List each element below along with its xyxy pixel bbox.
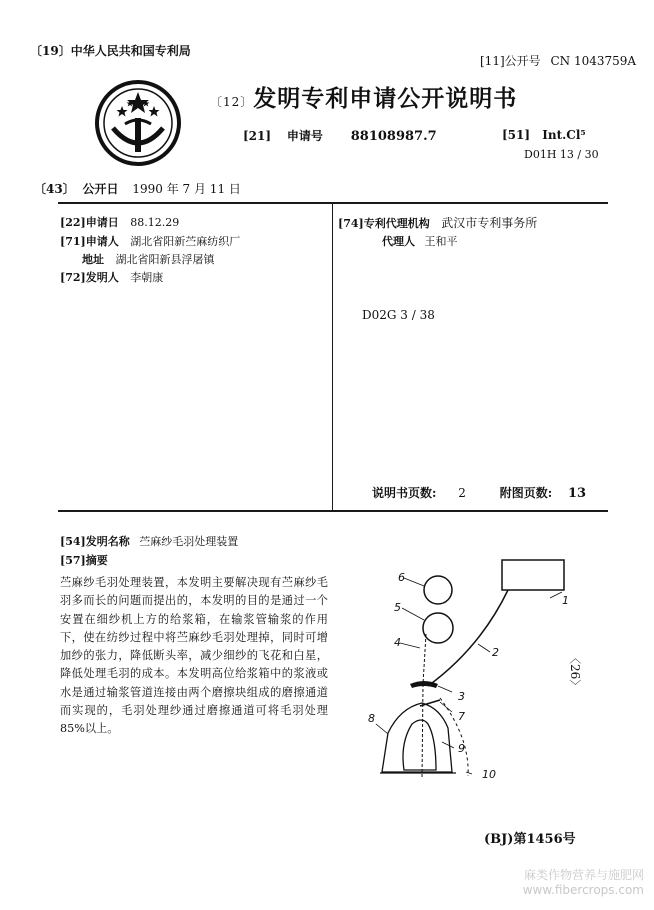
figs-value: 13 bbox=[568, 486, 587, 501]
info-value: 湖北省阳新县浮屠镇 bbox=[115, 253, 215, 266]
agent-row bbox=[382, 233, 458, 249]
figure-label-1: 1 bbox=[562, 594, 569, 607]
invention-title-row bbox=[60, 533, 238, 549]
divider-top bbox=[58, 202, 608, 204]
doc-type-title: 发明专利申请公开说明书 bbox=[253, 85, 518, 112]
agency-row bbox=[338, 214, 537, 231]
info-row-filing-date bbox=[60, 214, 179, 230]
info-code: [71] bbox=[60, 235, 86, 248]
abstract-code: [57] bbox=[60, 554, 86, 567]
publication-date-row bbox=[34, 180, 241, 197]
figs-label: 附图页数: bbox=[499, 486, 553, 500]
info-row-applicant bbox=[60, 233, 240, 249]
upper-roller bbox=[424, 576, 452, 604]
info-label: 发明人 bbox=[85, 271, 119, 284]
abstract-heading bbox=[60, 552, 108, 568]
pub-date-code: 〔43〕 bbox=[34, 182, 75, 196]
info-row-inventor bbox=[60, 269, 163, 285]
figure-label-7: 7 bbox=[458, 710, 465, 723]
figure-label-8: 8 bbox=[368, 712, 375, 725]
app-no-value: 88108987.7 bbox=[350, 129, 437, 144]
footer-code: (BJ)第1456号 bbox=[484, 832, 576, 847]
lower-roller bbox=[423, 613, 453, 643]
info-code: [22] bbox=[60, 216, 86, 229]
title-value: 苎麻纱毛羽处理装置 bbox=[139, 535, 239, 548]
publication-number bbox=[480, 52, 636, 69]
info-row-address bbox=[82, 251, 215, 267]
agent-value: 王和平 bbox=[424, 235, 458, 248]
figure-label-5: 5 bbox=[394, 601, 401, 614]
pub-no-value: CN 1043759A bbox=[550, 54, 637, 68]
divider-bottom bbox=[58, 510, 608, 512]
side-page-mark: 〈26〉 bbox=[568, 652, 582, 692]
info-label: 地址 bbox=[82, 253, 104, 266]
info-value: 湖北省阳新苎麻纺织厂 bbox=[130, 235, 241, 248]
info-value: 李朝康 bbox=[130, 271, 164, 284]
agent-label: 代理人 bbox=[382, 235, 415, 248]
title-code: [54] bbox=[60, 535, 86, 548]
document-type bbox=[210, 80, 517, 113]
intcl-code: [51] bbox=[502, 128, 531, 142]
pages-label: 说明书页数: bbox=[372, 486, 437, 500]
watermark-line-1: 麻类作物营养与施肥网 bbox=[523, 868, 644, 882]
office-label bbox=[30, 42, 191, 59]
agency-code: [74] bbox=[338, 217, 364, 230]
office-code: 〔19〕 bbox=[30, 44, 71, 58]
agency-label: 专利代理机构 bbox=[363, 217, 430, 230]
national-emblem-icon bbox=[95, 80, 181, 166]
pages-value: 2 bbox=[458, 486, 466, 500]
info-label: 申请人 bbox=[85, 235, 119, 248]
application-number-row bbox=[243, 127, 437, 144]
figure-label-6: 6 bbox=[398, 571, 405, 584]
pub-date-value: 1990 年 7 月 11 日 bbox=[132, 182, 241, 196]
doc-type-code: 〔12〕 bbox=[210, 95, 254, 109]
app-no-code: [21] bbox=[243, 129, 272, 143]
agency-value: 武汉市专利事务所 bbox=[441, 216, 538, 230]
figure-label-3: 3 bbox=[458, 690, 465, 703]
info-label: 申请日 bbox=[85, 216, 119, 229]
figure-label-2: 2 bbox=[492, 646, 499, 659]
figure-label-9: 9 bbox=[458, 742, 465, 755]
app-no-label: 申请号 bbox=[286, 129, 323, 143]
pub-no-code: [11]公开号 bbox=[480, 54, 541, 68]
figure-label-4: 4 bbox=[394, 636, 401, 649]
intcl-value: D01H 13 / 30 bbox=[524, 148, 599, 161]
abstract-label: 摘要 bbox=[85, 554, 108, 567]
page-count-row bbox=[372, 484, 586, 501]
info-value: 88.12.29 bbox=[130, 216, 180, 229]
watermark-line-2: www.fibercrops.com bbox=[522, 883, 644, 897]
intcl-label: Int.Cl⁵ bbox=[542, 128, 586, 142]
int-cl-row bbox=[502, 128, 586, 142]
pub-date-label: 公开日 bbox=[82, 182, 119, 196]
office-name: 中华人民共和国专利局 bbox=[70, 44, 191, 58]
abstract-text: 苎麻纱毛羽处理装置，本发明主要解决现有苎麻纱毛羽多而长的问题而提出的，本发明的目的是通过一个安置在细纱机上方的给浆箱，在输浆管输浆的作用下，使在纺纱过程中将苎麻纱毛羽处理掉，同时可增加纱的张力，降低断头率，减少细纱的飞花和白星，降低处理毛羽的成本。本发明高位给浆箱中的浆液或水是通过输浆管道连接由两个磨擦块组成的磨擦通道而实现的，毛羽处理纱通过磨擦通道可将毛羽处理85%以上。 bbox=[60, 576, 328, 736]
figure-label-10: 10 bbox=[482, 768, 496, 781]
site-watermark bbox=[523, 868, 644, 898]
slurry-box bbox=[502, 560, 564, 590]
divider-middle bbox=[332, 204, 333, 510]
title-label: 发明名称 bbox=[85, 535, 130, 548]
info-code: [72] bbox=[60, 271, 86, 284]
patent-drawing bbox=[340, 548, 600, 793]
secondary-class: D02G 3 / 38 bbox=[362, 308, 435, 322]
